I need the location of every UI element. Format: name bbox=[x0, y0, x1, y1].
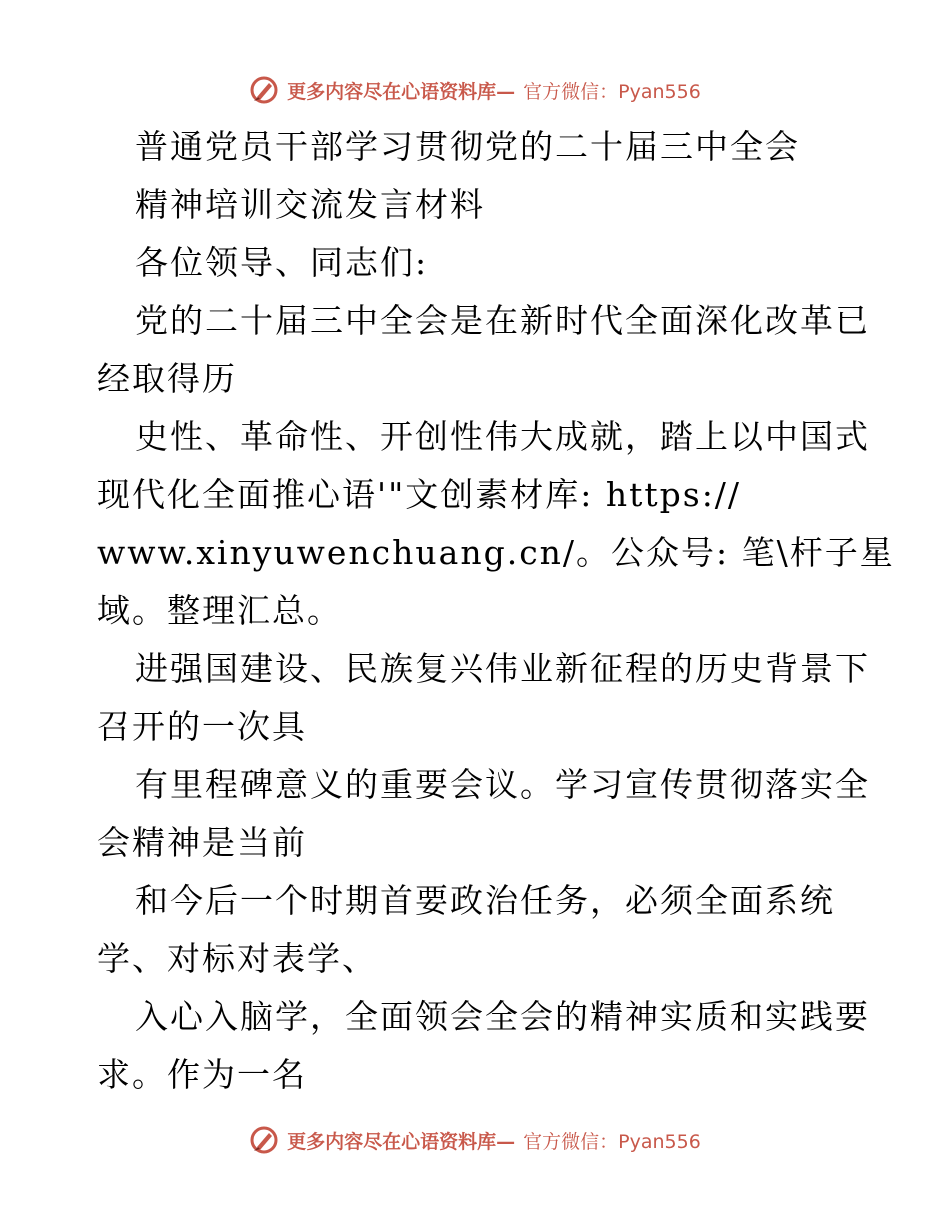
pen-circle-logo-icon bbox=[249, 75, 279, 105]
doc-paragraph-line: 有里程碑意义的重要会议。学习宣传贯彻落实全 bbox=[135, 765, 870, 804]
footer-wechat: 官方微信：Pyan556 bbox=[523, 1130, 701, 1153]
doc-paragraph-line: 进强国建设、民族复兴伟业新征程的历史背景下 bbox=[135, 649, 870, 688]
pen-circle-logo-icon bbox=[249, 1125, 279, 1155]
doc-paragraph-line: 经取得历 bbox=[97, 359, 237, 398]
doc-paragraph-line: 域。整理汇总。 bbox=[97, 591, 342, 630]
doc-paragraph-line: 求。作为一名 bbox=[97, 1055, 307, 1094]
header-banner bbox=[0, 70, 950, 110]
doc-paragraph-line: 学、对标对表学、 bbox=[97, 939, 377, 978]
doc-paragraph-line: 史性、革命性、开创性伟大成就，踏上以中国式 bbox=[135, 417, 870, 456]
doc-paragraph-line: 召开的一次具 bbox=[97, 707, 307, 746]
doc-paragraph-line: 现代化全面推心语'"文创素材库: https:// bbox=[97, 475, 742, 514]
doc-paragraph-line: 党的二十届三中全会是在新时代全面深化改革已 bbox=[135, 301, 870, 340]
footer-slogan: 更多内容尽在心语资料库— bbox=[287, 1130, 516, 1153]
doc-paragraph-line: www.xinyuwenchuang.cn/。公众号: 笔\杆子星 bbox=[97, 533, 895, 572]
doc-salutation: 各位领导、同志们: bbox=[135, 243, 429, 282]
doc-title-line-1: 普通党员干部学习贯彻党的二十届三中全会 bbox=[135, 127, 800, 166]
document-body bbox=[97, 118, 895, 1104]
footer-banner bbox=[0, 1120, 950, 1160]
doc-paragraph-line: 入心入脑学，全面领会全会的精神实质和实践要 bbox=[135, 997, 870, 1036]
header-wechat: 官方微信：Pyan556 bbox=[523, 80, 701, 103]
doc-title-line-2: 精神培训交流发言材料 bbox=[135, 185, 485, 224]
header-slogan: 更多内容尽在心语资料库— bbox=[287, 80, 516, 103]
doc-paragraph-line: 会精神是当前 bbox=[97, 823, 307, 862]
doc-paragraph-line: 和今后一个时期首要政治任务，必须全面系统 bbox=[135, 881, 835, 920]
